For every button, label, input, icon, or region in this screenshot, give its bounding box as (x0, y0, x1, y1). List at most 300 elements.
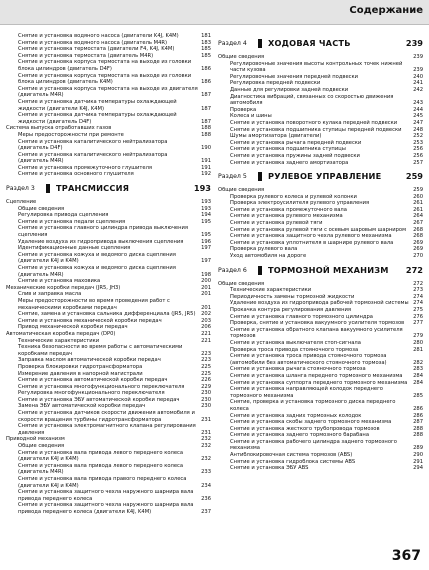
toc-entry[interactable] (6, 476, 211, 489)
toc-entry[interactable] (218, 314, 423, 321)
toc-entry-page: 181 (201, 33, 211, 39)
toc-entry[interactable] (218, 127, 423, 134)
toc-entry[interactable] (218, 459, 423, 466)
toc-entry-page: 275 (413, 307, 423, 313)
toc-entry[interactable] (218, 253, 423, 260)
toc-entry-page: 284 (413, 379, 423, 386)
toc-entry[interactable] (218, 74, 423, 81)
toc-entry-page: 225 (201, 363, 211, 370)
section-page-number: 239 (405, 38, 423, 48)
toc-entry[interactable] (218, 61, 423, 74)
toc-entry[interactable] (6, 410, 211, 423)
toc-entry-text: Прокачка контура регулирования давления (230, 307, 352, 313)
toc-entry-page: 192 (201, 171, 211, 178)
toc-entry[interactable] (6, 165, 211, 172)
toc-entry-text: Снятие и установка каталитического нейтрализатора (двигатель M4R) (18, 151, 168, 165)
toc-entry[interactable] (6, 489, 211, 502)
toc-entry-page: 290 (413, 452, 423, 459)
toc-entry-page: 229 (201, 383, 211, 390)
toc-entry[interactable] (6, 73, 211, 86)
toc-entry-text: Снятие и установка обратного клапана вакуумного усилителя тормозов (230, 326, 403, 340)
toc-entry-text: Снятие и установка рулевой тяги (230, 220, 323, 227)
toc-entry-text: Снятие и установка термостата (двигатель M4R) (18, 52, 154, 59)
toc-entry[interactable] (218, 287, 423, 294)
toc-entry-page: 253 (413, 139, 423, 146)
toc-entry-text: Снятие и установка гидроблока системы ABS (230, 458, 356, 465)
toc-entry-text: Замена ЭБУ автоматической коробки передач (18, 403, 146, 410)
toc-entry-page: 284 (413, 372, 423, 379)
toc-entry-text: Снятие и установка главного тормозного цилиндра (230, 313, 373, 320)
toc-entry-text: Регулировка передней подвески (230, 80, 321, 87)
toc-entry[interactable] (218, 426, 423, 433)
section-marker-icon (258, 39, 262, 48)
toc-entry-text: Снятие и установка механической коробки передач (18, 317, 162, 324)
toc-entry[interactable] (218, 54, 423, 61)
toc-entry-text: Уход автомобиля на дороге (230, 253, 307, 260)
toc-entry-page: 201 (201, 291, 211, 298)
toc-entry[interactable] (218, 465, 423, 472)
toc-entry[interactable] (218, 307, 423, 314)
toc-entry-text: Снятие и установка суппорта переднего тормозного механизма (230, 379, 408, 386)
toc-entry[interactable] (218, 233, 423, 240)
toc-entry[interactable] (6, 278, 211, 285)
toc-entry[interactable] (6, 390, 211, 397)
toc-entry-text: Снятие и установка рулевой тяги с осевым шаровым шарниром (230, 226, 407, 233)
toc-entry-page: 256 (413, 152, 423, 159)
toc-entry-text: Автоматическая коробка передач (DP0) (6, 330, 116, 337)
toc-entry-text: Снятие и установка промежуточного глушителя (18, 164, 153, 171)
toc-entry-text: Снятие и установка заднего амортизатора (230, 159, 349, 166)
toc-entry[interactable] (6, 125, 211, 132)
section-title: ТОРМОЗНОЙ МЕХАНИЗМ (268, 264, 389, 275)
toc-entry-page: 243 (413, 100, 423, 107)
toc-entry-text: Регулировочные значения высоты контрольных точек нижней части кузова (230, 60, 403, 74)
toc-entry-page: 186 (201, 65, 211, 72)
toc-entry-page: 241 (413, 80, 423, 87)
page-header-title: Содержание (349, 5, 423, 16)
toc-entry[interactable] (6, 450, 211, 463)
toc-entry-page: 231 (201, 429, 211, 436)
toc-entry-page: 273 (413, 287, 423, 294)
toc-entry[interactable] (6, 436, 211, 443)
section-marker-icon (258, 266, 262, 275)
toc-entry[interactable] (218, 140, 423, 147)
toc-entry-text: Удаление воздуха из гидропривода рабочей тормозной системы (230, 300, 409, 307)
section-page-number: 272 (405, 264, 423, 275)
toc-entry[interactable] (218, 194, 423, 201)
toc-entry-text: Диагностика вибраций, связанных со скоростью движения автомобиля (230, 93, 394, 107)
toc-entry-text: Снятие и установка кожуха и ведомого диска сцепления (двигатель M4R) (18, 265, 176, 278)
toc-entry-text: Снятие и установка направляющей колодок переднего тормозного механизма (230, 386, 383, 399)
toc-entry-text: Регулировка многофункционального переключателя (18, 390, 165, 397)
toc-entry-page: 186 (201, 79, 211, 86)
toc-entry[interactable] (218, 213, 423, 220)
toc-entry-page: 185 (201, 52, 211, 59)
section-heading (6, 182, 211, 196)
toc-entry[interactable] (6, 112, 211, 125)
toc-entry-page: 223 (201, 357, 211, 364)
toc-entry-text: Общие сведения (218, 54, 265, 60)
toc-entry[interactable] (218, 80, 423, 87)
toc-entry-page: 264 (413, 213, 423, 220)
toc-entry-text: Сцепление (6, 199, 37, 206)
toc-entry-page: 276 (413, 313, 423, 320)
toc-entry-page: 233 (201, 469, 211, 476)
toc-left-column (6, 33, 211, 516)
section-marker-icon (46, 184, 50, 193)
toc-entry-text: Общие сведения (18, 205, 65, 212)
toc-entry[interactable] (6, 219, 211, 226)
toc-entry-text: Снятие и установка подшипника ступицы передней подвески (230, 126, 402, 133)
toc-entry-text: Общие сведения (218, 280, 265, 287)
section-marker-icon (258, 172, 262, 181)
toc-entry[interactable] (6, 291, 211, 298)
toc-entry-text: Снятие и установка пружины задней подвески (230, 152, 360, 159)
toc-entry-page: 252 (413, 133, 423, 140)
toc-entry-text: Снятие и установка заднего тормозного барабана (230, 432, 369, 439)
toc-entry[interactable] (6, 40, 211, 47)
toc-entry[interactable] (6, 423, 211, 436)
toc-entry-page: 201 (201, 304, 211, 311)
toc-entry-text: Проверка электроусилителя рулевого управления (230, 200, 370, 207)
toc-entry[interactable] (218, 419, 423, 426)
toc-entry-page: 236 (201, 495, 211, 502)
toc-entry-page: 286 (413, 412, 423, 419)
toc-entry[interactable] (6, 371, 211, 378)
toc-entry-text: Технические характеристики (18, 337, 100, 344)
toc-entry-text: Удаление воздуха из гидропривода выключения сцепления (18, 238, 184, 245)
toc-entry-text: Снятие и установка промежуточного вала (230, 206, 347, 213)
section-heading (218, 37, 423, 51)
toc-entry-page: 193 (201, 199, 211, 206)
toc-entry[interactable] (218, 160, 423, 167)
toc-entry[interactable] (6, 384, 211, 391)
toc-entry-page: 221 (201, 337, 211, 344)
toc-entry[interactable] (218, 380, 423, 387)
toc-entry-page: 274 (413, 300, 423, 307)
toc-entry-page: 187 (201, 118, 211, 125)
toc-entry-text: Проверка (230, 106, 257, 113)
toc-entry[interactable] (218, 153, 423, 160)
toc-entry[interactable] (6, 285, 211, 292)
toc-entry[interactable] (6, 206, 211, 213)
toc-entry-text: Снятие и установка защитного чехла наружного шарнира вала привода переднего колеса (двигатели K4J, K4M) (18, 502, 194, 515)
toc-entry-text: Регулировка привода сцепления (18, 212, 109, 219)
toc-entry-page: 279 (413, 333, 423, 340)
toc-entry-page: 188 (201, 131, 211, 138)
toc-entry-page: 244 (413, 106, 423, 113)
toc-entry-text: Проверка, снятие и установка вакуумного усилителя тормозов (230, 320, 405, 327)
toc-entry[interactable] (6, 324, 211, 331)
toc-entry-page: 231 (201, 416, 211, 423)
toc-entry[interactable] (6, 397, 211, 404)
toc-entry-page: 190 (201, 145, 211, 152)
toc-entry-text: Технические характеристики (230, 287, 312, 294)
toc-entry-text: Проверка блокировки гидротрансформатора (18, 363, 143, 370)
toc-entry[interactable] (218, 120, 423, 127)
toc-entry-text: Снятие и установка датчика температуры охлаждающей жидкости (двигатель D4F) (18, 112, 177, 125)
toc-entry-page: 191 (201, 164, 211, 171)
toc-entry-page: 237 (201, 508, 211, 515)
toc-entry-text: Снятие и установка термостата (двигатели F4, K4J, K4M) (18, 46, 175, 53)
toc-entry[interactable] (6, 338, 211, 345)
toc-entry-page: 280 (413, 339, 423, 346)
toc-entry[interactable] (218, 227, 423, 234)
toc-entry-text: Снятие и установка подшипника ступицы (230, 146, 346, 153)
toc-entry-text: Снятие и установка корпуса термостата на выходе из головки блока цилиндров (двигатель K4M) (18, 72, 192, 86)
page-number: 367 (391, 548, 421, 564)
toc-entry-text: Снятие и установка многофункционального переключателя (18, 383, 185, 390)
toc-entry-text: Снятие и установка рычага стояночного тормоза (230, 366, 366, 373)
toc-entry[interactable] (6, 403, 211, 410)
toc-entry-text: Слив и заправка масла (18, 291, 82, 298)
toc-entry[interactable] (218, 353, 423, 366)
toc-entry-text: Снятие и установка вала привода правого переднего колеса (двигатели K4J и K4M) (18, 476, 187, 489)
toc-entry-page: 194 (201, 212, 211, 219)
toc-entry-text: Снятие и установка маховика (18, 278, 101, 285)
toc-entry[interactable] (6, 298, 211, 311)
toc-entry-text: Приводной механизм (6, 436, 65, 443)
toc-entry-page: 232 (201, 456, 211, 463)
toc-entry[interactable] (6, 99, 211, 112)
toc-entry[interactable] (6, 139, 211, 152)
toc-entry-text: Снятие и установка поворотного кулака передней подвески (230, 119, 398, 126)
toc-entry-page: 230 (201, 403, 211, 410)
toc-entry[interactable] (218, 87, 423, 94)
toc-entry[interactable] (6, 245, 211, 252)
toc-entry-page: 239 (413, 54, 423, 60)
toc-entry-page: 239 (413, 67, 423, 74)
toc-entry-page: 260 (413, 193, 423, 200)
section-heading (218, 170, 423, 184)
toc-entry[interactable] (218, 327, 423, 340)
toc-entry-page: 256 (413, 146, 423, 153)
toc-entry-page: 270 (413, 253, 423, 260)
section-label: Раздел 3 (6, 185, 35, 193)
toc-entry[interactable] (218, 200, 423, 207)
toc-entry[interactable] (6, 212, 211, 219)
toc-entry-page: 272 (413, 280, 423, 287)
toc-entry[interactable] (218, 207, 423, 214)
toc-entry-text: Снятие и установка выключателя стоп-сигнала (230, 339, 361, 346)
toc-entry[interactable] (218, 133, 423, 140)
toc-entry[interactable] (6, 344, 211, 357)
toc-entry-page: 196 (201, 238, 211, 245)
toc-entry-page: 193 (201, 205, 211, 212)
toc-entry[interactable] (218, 366, 423, 373)
toc-entry[interactable] (6, 152, 211, 165)
toc-entry[interactable] (6, 443, 211, 450)
toc-entry[interactable] (218, 439, 423, 452)
toc-entry[interactable] (6, 265, 211, 278)
toc-entry[interactable] (6, 86, 211, 99)
toc-entry-text: Данные для регулировки задней подвески (230, 86, 349, 93)
toc-entry-page: 291 (413, 458, 423, 465)
toc-entry[interactable] (218, 432, 423, 439)
toc-entry-page: 240 (413, 73, 423, 80)
toc-entry[interactable] (6, 132, 211, 139)
toc-entry-text: Периодичность замены тормозной жидкости (230, 293, 355, 300)
toc-entry[interactable] (218, 320, 423, 327)
toc-entry-page: 223 (201, 350, 211, 357)
toc-entry[interactable] (218, 300, 423, 307)
toc-entry-page: 242 (413, 86, 423, 93)
toc-entry-text: Заправка маслом автоматической коробки передач (18, 357, 161, 364)
toc-entry[interactable] (218, 246, 423, 253)
toc-entry-text: Шумы амортизатора (двигатели) (230, 133, 322, 140)
toc-entry[interactable] (6, 364, 211, 371)
toc-entry[interactable] (6, 463, 211, 476)
toc-entry[interactable] (218, 146, 423, 153)
toc-entry-text: Техника безопасности во время работы с автоматическими коробками передач (18, 344, 183, 357)
toc-entry-page: 267 (413, 220, 423, 227)
toc-entry-text: Меры предосторожности при ремонте (18, 131, 124, 138)
toc-entry-text: Снятие и установка рычага передней подвески (230, 139, 362, 146)
toc-entry-page: 261 (413, 206, 423, 213)
toc-entry-text: Снятие и установка главного цилиндра привода выключения сцепления (18, 225, 188, 239)
toc-entry-text: Снятие и установка электромагнитного клапана регулирования давления (18, 423, 196, 436)
toc-entry[interactable] (218, 107, 423, 114)
toc-entry[interactable] (218, 413, 423, 420)
toc-entry-page: 288 (413, 425, 423, 432)
toc-entry-text: Снятие, замена и установка сальника дифференциала (JR5, JR5) (18, 311, 196, 318)
toc-entry[interactable] (6, 331, 211, 338)
toc-entry-page: 268 (413, 233, 423, 240)
toc-entry[interactable] (6, 252, 211, 265)
toc-entry[interactable] (6, 33, 211, 40)
toc-entry-text: Снятие и установка рулевого механизма (230, 213, 343, 220)
toc-entry-page: 245 (413, 113, 423, 120)
toc-entry[interactable] (218, 113, 423, 120)
toc-entry-text: Проверка троса привода стояночного тормоза (230, 346, 359, 353)
toc-entry[interactable] (218, 220, 423, 227)
toc-entry-text: Меры предосторожности во время проведения работ с механическими коробками передач (18, 297, 170, 311)
toc-entry[interactable] (218, 187, 423, 194)
section-title: ХОДОВАЯ ЧАСТЬ (268, 38, 351, 48)
toc-entry-page: 269 (413, 239, 423, 246)
toc-entry-text: Механические коробки передач (JR5, JH3) (6, 284, 121, 291)
toc-entry-text: Снятие и установка скобы заднего тормозного механизма (230, 419, 392, 426)
toc-entry-text: Снятие и установка ЭБУ автоматической коробки передач (18, 396, 180, 403)
toc-entry-text: Снятие и установка основного глушителя (18, 171, 134, 178)
toc-entry-page: 289 (413, 445, 423, 452)
toc-entry-page: 226 (201, 377, 211, 384)
toc-entry-page: 187 (201, 105, 211, 112)
toc-entry-page: 203 (201, 317, 211, 324)
toc-entry[interactable] (6, 53, 211, 60)
toc-entry-page: 274 (413, 293, 423, 300)
toc-entry-text: Общие сведения (18, 443, 65, 450)
toc-entry-page: 283 (413, 366, 423, 373)
toc-entry-page: 261 (413, 200, 423, 207)
toc-entry[interactable] (218, 373, 423, 380)
toc-entry[interactable] (6, 199, 211, 206)
toc-entry[interactable] (6, 357, 211, 364)
toc-entry-page: 185 (201, 46, 211, 53)
toc-entry-text: Идентификационные данные сцепления (18, 245, 131, 252)
section-heading (218, 264, 423, 278)
toc-entry[interactable] (218, 386, 423, 399)
toc-entry-page: 232 (201, 443, 211, 450)
toc-entry-page: 187 (201, 92, 211, 99)
toc-entry[interactable] (6, 377, 211, 384)
toc-entry-page: 195 (201, 218, 211, 225)
section-title: ТРАНСМИССИЯ (56, 183, 130, 194)
toc-entry-page: 286 (413, 405, 423, 412)
toc-entry-text: Снятие и установка уплотнителя в шарнире рулевого вала (230, 239, 394, 246)
toc-entry-text: Снятие и установка кожуха и ведомого диска сцепления (двигатели K4J и K4M) (18, 251, 176, 265)
toc-entry-page: 225 (201, 370, 211, 377)
toc-entry-page: 230 (201, 390, 211, 397)
toc-entry-page: 188 (201, 125, 211, 132)
toc-entry-page: 259 (413, 187, 423, 194)
toc-entry[interactable] (218, 399, 423, 412)
section-page-number: 259 (405, 171, 423, 182)
toc-entry[interactable] (6, 239, 211, 246)
toc-entry-text: Измерение давления в напорной магистрали (18, 370, 143, 377)
toc-entry[interactable] (6, 225, 211, 238)
toc-entry[interactable] (218, 294, 423, 301)
toc-entry-page: 234 (201, 482, 211, 489)
toc-entry[interactable] (6, 59, 211, 72)
toc-entry-page: 197 (201, 245, 211, 252)
toc-entry[interactable] (6, 318, 211, 325)
toc-entry[interactable] (218, 347, 423, 354)
toc-entry-text: Регулировочные значения передней подвески (230, 73, 359, 80)
toc-entry-page: 282 (413, 359, 423, 366)
toc-entry[interactable] (218, 281, 423, 288)
toc-entry-page: 257 (413, 159, 423, 166)
toc-entry-text: Снятие и установка каталитического нейтрализатора (двигатель D4F) (18, 138, 168, 152)
toc-entry-page: 269 (413, 246, 423, 253)
toc-entry-text: Снятие и установка ЭБУ ABS (230, 465, 309, 472)
toc-right-column (218, 33, 423, 472)
toc-entry-text: Общие сведения (218, 187, 265, 194)
toc-entry-text: Снятие и установка корпуса термостата на выходе из двигателя (двигатель M4R) (18, 85, 198, 99)
toc-entry-page: 232 (201, 436, 211, 443)
toc-entry[interactable] (6, 311, 211, 318)
header-bar (0, 0, 429, 25)
toc-entry-page: 268 (413, 226, 423, 233)
section-title: РУЛЕВОЕ УПРАВЛЕНИЕ (268, 171, 382, 182)
toc-entry[interactable] (218, 340, 423, 347)
toc-entry-page: 294 (413, 465, 423, 472)
toc-entry-text: Снятие и установка педали сцепления (18, 218, 126, 225)
toc-entry-page: 248 (413, 126, 423, 133)
toc-entry-text: Снятие и установка водяного насоса (двигатели K4J, K4M) (18, 33, 179, 39)
toc-entry-page: 183 (201, 39, 211, 46)
toc-entry-page: 201 (201, 284, 211, 291)
toc-entry[interactable] (218, 452, 423, 459)
toc-entry[interactable] (218, 94, 423, 107)
toc-entry[interactable] (6, 46, 211, 53)
toc-entry-text: Снятие, проверка и установка тормозного диска переднего колеса (230, 399, 396, 412)
toc-entry[interactable] (218, 240, 423, 247)
toc-entry-text: Снятие и установка защитного чехла рулевого механизма (230, 233, 392, 240)
toc-entry-text: Проверка рулевого вала (230, 246, 298, 253)
toc-entry-text: Привод механической коробки передач (18, 324, 128, 331)
toc-entry-page: 221 (201, 330, 211, 337)
toc-entry-page: 202 (201, 311, 211, 318)
toc-entry-page: 285 (413, 392, 423, 399)
toc-entry-text: Антиблокировочная система тормозов (ABS) (230, 452, 353, 459)
section-label: Раздел 4 (218, 40, 247, 47)
toc-entry[interactable] (6, 171, 211, 178)
toc-entry-page: 277 (413, 320, 423, 327)
toc-entry-text: Снятие и установка автоматической коробки передач (18, 377, 168, 384)
toc-entry[interactable] (6, 502, 211, 515)
toc-entry-text: Снятие и установка троса привода стояночного тормоза (автомобили без автоматического стояночного тормоза) (230, 353, 387, 366)
